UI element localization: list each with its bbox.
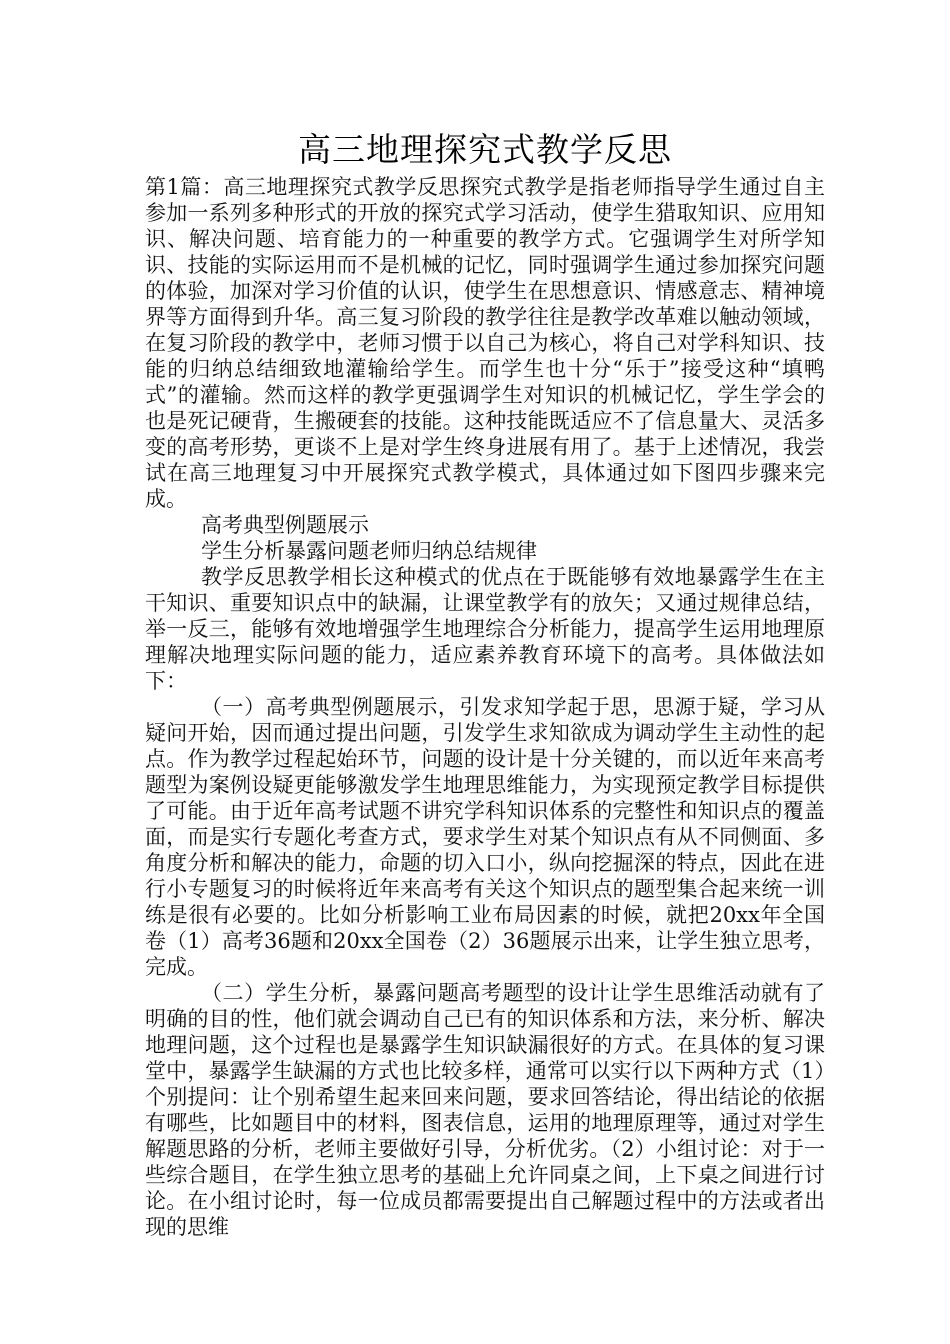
paragraph-intro: 第1篇：高三地理探究式教学反思探究式教学是指老师指导学生通过自主参加一系列多种形式的开放的探究式学习活动，使学生猎取知识、应用知识、解决问题、培育能力的一种重要的教学方式。它强调学生对所学知识、技能的实际运用而不是机械的记忆，同时强调学生通过参加探究问题的体验，加深对学习价值的认识，使学生在思想意识、情感意志、精神境界等方面得到升华。高三复习阶段的教学往往是教学改革难以触动领域，在复习阶段的教学中，老师习惯于以自己为核心，将自己对学科知识、技能的归纳总结细致地灌输给学生。而学生也十分“乐于”接受这种“填鸭式”的灌输。然而这样的教学更强调学生对知识的机械记忆，学生学会的也是死记硬背，生搬硬套的技能。这种技能既适应不了信息量大、灵活多变的高考形势，更谈不上是对学生终身进展有用了。基于上述情况，我尝试在高三地理复习中开展探究式教学模式，具体通过如下图四步骤来完成。 xyxy=(145,175,825,511)
document-page xyxy=(145,128,825,1240)
document-title: 高三地理探究式教学反思 xyxy=(298,130,672,169)
paragraph-step-1: 高考典型例题展示 xyxy=(201,513,369,537)
paragraph-step-2: 学生分析暴露问题老师归纳总结规律 xyxy=(201,539,537,563)
paragraph-section-1: （一）高考典型例题展示，引发求知学起于思，思源于疑，学习从疑问开始，因而通过提出问题，引发学生求知欲成为调动学生主动性的起点。作为教学过程起始环节，问题的设计是十分关键的，而以近年来高考题型为案例设疑更能够激发学生地理思维能力，为实现预定教学目标提供了可能。由于近年高考试题不讲究学科知识体系的完整性和知识点的覆盖面，而是实行专题化考查方式，要求学生对某个知识点有从不同侧面、多角度分析和解决的能力，命题的切入口小，纵向挖掘深的特点，因此在进行小专题复习的时候将近年来高考有关这个知识点的题型集合起来统一训练是很有必要的。比如分析影响工业布局因素的时候，就把20xx年全国卷（1）高考36题和20xx全国卷（2）36题展示出来，让学生独立思考，完成。 xyxy=(145,695,825,979)
paragraph-reflection: 教学反思教学相长这种模式的优点在于既能够有效地暴露学生在主干知识、重要知识点中的缺漏，让课堂教学有的放矢；又通过规律总结，举一反三，能够有效地增强学生地理综合分析能力，提高学生运用地理原理解决地理实际问题的能力，适应素养教育环境下的高考。具体做法如下： xyxy=(145,565,825,693)
paragraph-section-2: （二）学生分析，暴露问题高考题型的设计让学生思维活动就有了明确的目的性，他们就会调动自己已有的知识体系和方法，来分析、解决地理问题，这个过程也是暴露学生知识缺漏很好的方式。在具体的复习课堂中，暴露学生缺漏的方式也比较多样，通常可以实行以下两种方式（1）个别提问：让个别希望生起来回来问题，要求回答结论，得出结论的依据有哪些，比如题目中的材料，图表信息，运用的地理原理等，通过对学生解题思路的分析，老师主要做好引导，分析优劣。（2）小组讨论：对于一些综合题目，在学生独立思考的基础上允许同桌之间，上下桌之间进行讨论。在小组讨论时，每一位成员都需要提出自己解题过程中的方法或者出现的思维 xyxy=(145,981,825,1239)
